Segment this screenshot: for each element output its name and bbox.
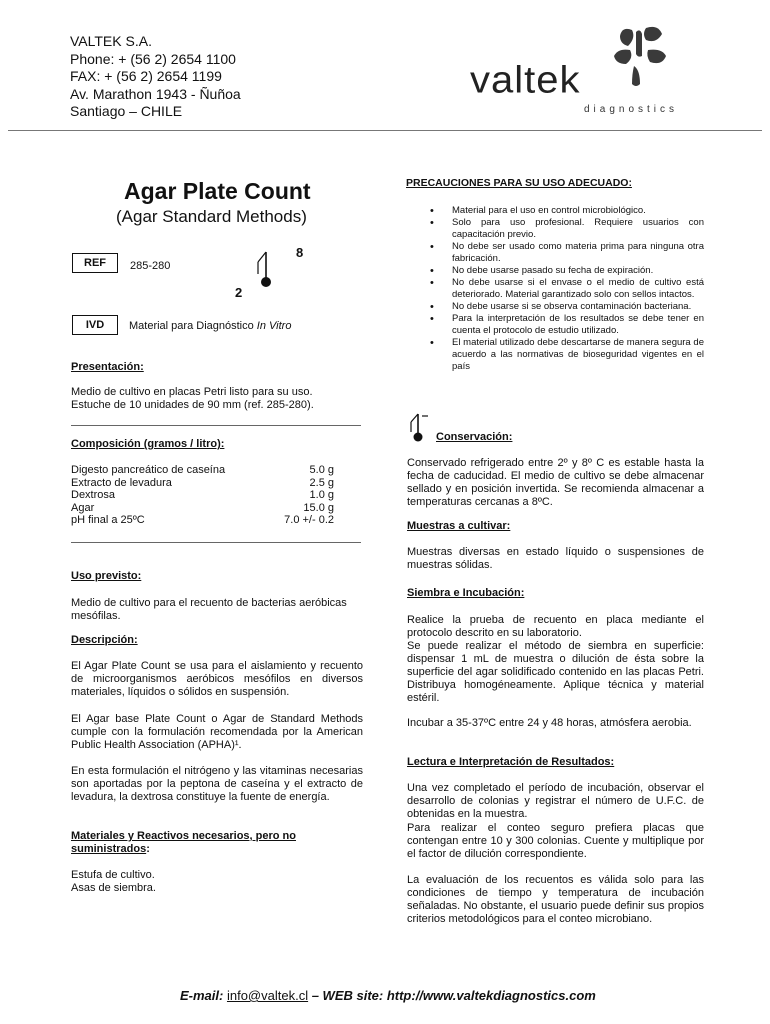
temp-high-label: 8 [296, 245, 304, 260]
ingredient-value: 2.5 g [309, 476, 334, 489]
company-phone: Phone: + (56 2) 2654 1100 [70, 50, 236, 67]
logo-wordmark: valtek [470, 59, 581, 101]
precaucion-item: • No debe usarse si se observa contaminación bacteriana. [430, 301, 704, 313]
thermometer-icon [406, 410, 432, 444]
product-subtitle: (Agar Standard Methods) [116, 207, 307, 226]
precaucion-item: • Material para el uso en control microbiológico. [430, 205, 704, 217]
siembra-p1: Realice la prueba de recuento en placa mediante el protocolo descrito en su laboratorio. [407, 614, 704, 639]
conservacion-text: Conservado refrigerado entre 2º y 8º C es estable hasta la fecha de caducidad. El medio de cultivo se debe almacenar sellado y en posición invertida. Se recomienda almacenar a temperaturas cercanas a 8ºC. [407, 457, 704, 508]
footer-web-text: – WEB site: http://www.valtekdiagnostics.com [308, 988, 596, 1003]
precaucion-item: • Para la interpretación de los resultados se debe tener en cuenta el protocolo de estudio utilizado. [430, 313, 704, 337]
ivd-text-italic: In Vitro [256, 320, 292, 332]
composicion-heading: Composición (gramos / litro): [71, 438, 225, 450]
muestras-text: Muestras diversas en estado líquido o suspensiones de muestras sólidas. [407, 546, 704, 571]
ref-value: 285-280 [130, 260, 171, 272]
company-name: VALTEK S.A. [70, 33, 152, 49]
footer-email-label: E-mail: [180, 988, 227, 1003]
precaucion-item: • No debe usarse pasado su fecha de expiración. [430, 265, 704, 277]
composicion-row [71, 464, 334, 477]
descripcion-p2: El Agar base Plate Count o Agar de Standard Methods cumple con la formulación recomendada por la American Public Health Association (APHA)¹. [71, 713, 363, 751]
ingredient-name: Digesto pancreático de caseína [71, 464, 226, 476]
lectura-heading: Lectura e Interpretación de Resultados: [407, 756, 615, 768]
conservacion-heading: Conservación: [436, 431, 513, 443]
precaucion-item: • Solo para uso profesional. Requiere usuarios con capacitación previo. [430, 217, 704, 241]
temperature-limit-icon [252, 248, 280, 290]
composicion-row [71, 477, 334, 490]
muestras-heading: Muestras a cultivar: [407, 520, 511, 532]
ingredient-value: 7.0 +/- 0.2 [284, 514, 334, 526]
lectura-p1: Una vez completado el período de incubación, observar el desarrollo de colonias y registrar el número de U.F.C. de obtenidas en la muestra. [407, 782, 704, 820]
materiales-heading-colon: : [146, 843, 150, 855]
siembra-p2: Se puede realizar el método de siembra en superficie: dispensar 1 mL de muestra o dilución de ésta sobre la superficie del agar solidificado contenido en las placas Petri. Distribuya homogéneamente. Aplique técnica y material estéril. [407, 640, 704, 704]
composicion-row [71, 514, 334, 527]
composicion-table [71, 464, 334, 527]
ivd-symbol: IVD [72, 315, 118, 335]
ingredient-value: 1.0 g [309, 489, 334, 501]
materiales-heading [71, 830, 296, 856]
footer-email-link[interactable]: info@valtek.cl [226, 988, 309, 1003]
section-divider [71, 425, 361, 426]
materiales-heading-line2: suministrados [71, 843, 147, 855]
precaucion-item: • El material utilizado debe descartarse de manera segura de acuerdo a las normativas de bioseguridad vigentes en el país [430, 337, 704, 373]
footer-contact [180, 988, 596, 1003]
uso-text: Medio de cultivo para el recuento de bacterias aeróbicas mesófilas. [71, 597, 347, 622]
ref-symbol: REF [72, 253, 118, 273]
uso-heading: Uso previsto: [71, 570, 142, 582]
ingredient-name: Extracto de levadura [71, 476, 172, 489]
presentacion-heading: Presentación: [71, 361, 144, 373]
ivd-text [129, 320, 291, 333]
composicion-row [71, 489, 334, 502]
siembra-heading: Siembra e Incubación: [407, 587, 525, 599]
company-address: Av. Marathon 1943 - Ñuñoa [70, 85, 241, 102]
precauciones-list [430, 205, 704, 373]
presentacion-text [71, 386, 361, 412]
descripcion-p3: En esta formulación el nitrógeno y las vitaminas necesarias son aportadas por la peptona de caseína y el extracto de levadura, la dextrosa constituye la fuente de energía. [71, 765, 363, 803]
lectura-p3: La evaluación de los recuentos es válida solo para las condiciones de tiempo y temperatura de incubación señaladas. No obstante, el usuario puede definir sus propios criterios metodológicos para el conteo microbiano. [407, 874, 704, 925]
ingredient-value: 5.0 g [309, 464, 334, 476]
valtek-flower-mark-icon [612, 26, 668, 88]
materiales-heading-line1: Materiales y Reactivos necesarios, pero no [71, 830, 296, 842]
precauciones-heading: PRECAUCIONES PARA SU USO ADECUADO: [406, 177, 632, 189]
ingredient-name: Dextrosa [71, 489, 116, 501]
presentacion-line: Estuche de 10 unidades de 90 mm (ref. 285-280). [71, 399, 314, 411]
temp-low-label: 2 [235, 285, 243, 300]
header-divider [8, 130, 762, 131]
descripcion-p1: El Agar Plate Count se usa para el aislamiento y recuento de microorganismos aeróbicos mesófilos en diversos materiales, líquidos o sólidos en suspensión. [71, 660, 363, 698]
materiales-item: Asas de siembra. [71, 882, 156, 894]
presentacion-line: Medio de cultivo en placas Petri listo para su uso. [71, 386, 313, 398]
product-title: Agar Plate Count [124, 178, 311, 204]
company-city: Santiago – CHILE [70, 103, 183, 119]
ingredient-name: Agar [71, 501, 95, 514]
descripcion-heading: Descripción: [71, 634, 138, 646]
precaucion-item: • No debe ser usado como materia prima para ninguna otra fabricación. [430, 241, 704, 265]
company-fax: FAX: + (56 2) 2654 1199 [70, 68, 222, 84]
logo-subtitle: diagnostics [584, 104, 679, 115]
composicion-row [71, 502, 334, 515]
section-divider [71, 542, 361, 543]
company-contact [70, 33, 241, 121]
ivd-text-prefix: Material para Diagnóstico [129, 320, 257, 332]
precaucion-item: • No debe usarse si el envase o el medio de cultivo está deteriorado. Material garantizado solo con sellos intactos. [430, 277, 704, 301]
siembra-p3: Incubar a 35-37ºC entre 24 y 48 horas, atmósfera aerobia. [407, 717, 692, 729]
materiales-item: Estufa de cultivo. [71, 869, 155, 881]
materiales-list [71, 869, 156, 895]
lectura-p2: Para realizar el conteo seguro prefiera placas que contengan entre 10 y 300 colonias. Cuente y multiplique por el factor de dilución correspondiente. [407, 822, 704, 860]
ingredient-name: pH final a 25ºC [71, 514, 145, 526]
ingredient-value: 15.0 g [303, 501, 334, 514]
